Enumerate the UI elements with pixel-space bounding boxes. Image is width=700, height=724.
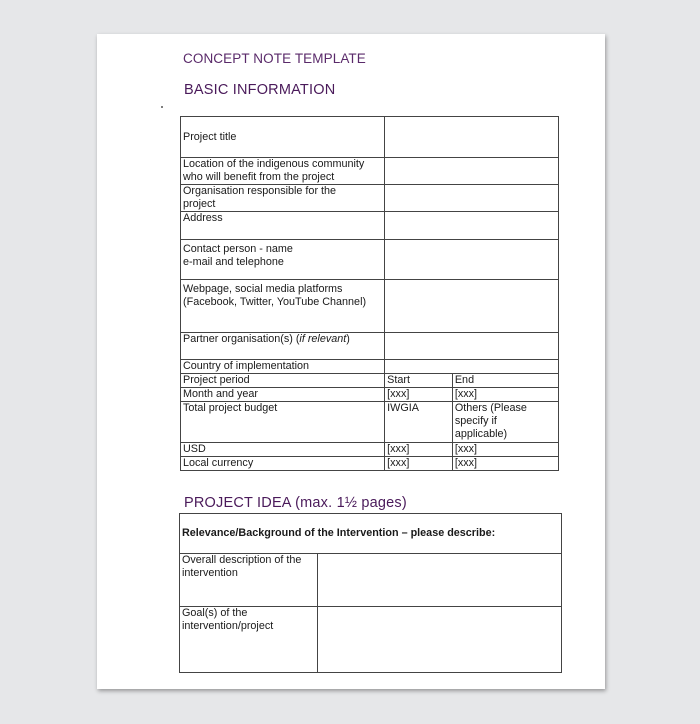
- input-webpage[interactable]: [385, 280, 559, 333]
- input-contact[interactable]: [385, 240, 559, 280]
- input-goals[interactable]: [318, 607, 562, 673]
- document-title: CONCEPT NOTE TEMPLATE: [183, 51, 366, 66]
- table-row: [181, 360, 559, 374]
- table-row: [181, 280, 559, 333]
- basic-information-heading: BASIC INFORMATION: [184, 82, 336, 98]
- start-header: Start: [385, 374, 453, 388]
- table-row: [180, 607, 562, 673]
- label-goals: Goal(s) of the intervention/project: [180, 607, 318, 673]
- table-row: [181, 158, 559, 185]
- usd-others-value[interactable]: [xxx]: [452, 443, 558, 457]
- label-local-currency: Local currency: [181, 457, 385, 471]
- basic-information-table: [180, 116, 559, 471]
- stray-dot: [161, 106, 163, 108]
- table-row: [181, 443, 559, 457]
- label-organisation: Organisation responsible for the project: [181, 185, 385, 212]
- input-country[interactable]: [385, 360, 559, 374]
- label-project-title: Project title: [181, 117, 385, 158]
- label-month-year: Month and year: [181, 388, 385, 402]
- table-row: [181, 374, 559, 388]
- start-value[interactable]: [xxx]: [385, 388, 453, 402]
- label-usd: USD: [181, 443, 385, 457]
- input-address[interactable]: [385, 212, 559, 240]
- table-row: [181, 388, 559, 402]
- input-partner[interactable]: [385, 333, 559, 360]
- table-row: [181, 333, 559, 360]
- input-overall-description[interactable]: [318, 554, 562, 607]
- table-row: [181, 185, 559, 212]
- document-page: [97, 34, 605, 689]
- label-webpage: Webpage, social media platforms (Facebook, Twitter, YouTube Channel): [181, 280, 385, 333]
- label-partner: Partner organisation(s) (if relevant): [181, 333, 385, 360]
- input-project-title[interactable]: [385, 117, 559, 158]
- label-total-budget: Total project budget: [181, 402, 385, 443]
- end-header: End: [452, 374, 558, 388]
- others-header: Others (Please specify if applicable): [452, 402, 558, 443]
- table-row: [180, 514, 562, 554]
- project-idea-heading: PROJECT IDEA (max. 1½ pages): [184, 495, 407, 511]
- iwgia-header: IWGIA: [385, 402, 453, 443]
- label-project-period: Project period: [181, 374, 385, 388]
- local-others-value[interactable]: [xxx]: [452, 457, 558, 471]
- project-idea-table: [179, 513, 562, 673]
- relevance-prompt[interactable]: Relevance/Background of the Intervention – please describe:: [180, 514, 562, 554]
- table-row: [181, 212, 559, 240]
- label-country: Country of implementation: [181, 360, 385, 374]
- table-row: [181, 240, 559, 280]
- label-location: Location of the indigenous community who will benefit from the project: [181, 158, 385, 185]
- label-address: Address: [181, 212, 385, 240]
- input-location[interactable]: [385, 158, 559, 185]
- end-value[interactable]: [xxx]: [452, 388, 558, 402]
- usd-iwgia-value[interactable]: [xxx]: [385, 443, 453, 457]
- input-organisation[interactable]: [385, 185, 559, 212]
- local-iwgia-value[interactable]: [xxx]: [385, 457, 453, 471]
- table-row: [181, 117, 559, 158]
- label-contact: Contact person - name e-mail and telephone: [181, 240, 385, 280]
- table-row: [181, 402, 559, 443]
- label-overall-description: Overall description of the intervention: [180, 554, 318, 607]
- table-row: [180, 554, 562, 607]
- table-row: [181, 457, 559, 471]
